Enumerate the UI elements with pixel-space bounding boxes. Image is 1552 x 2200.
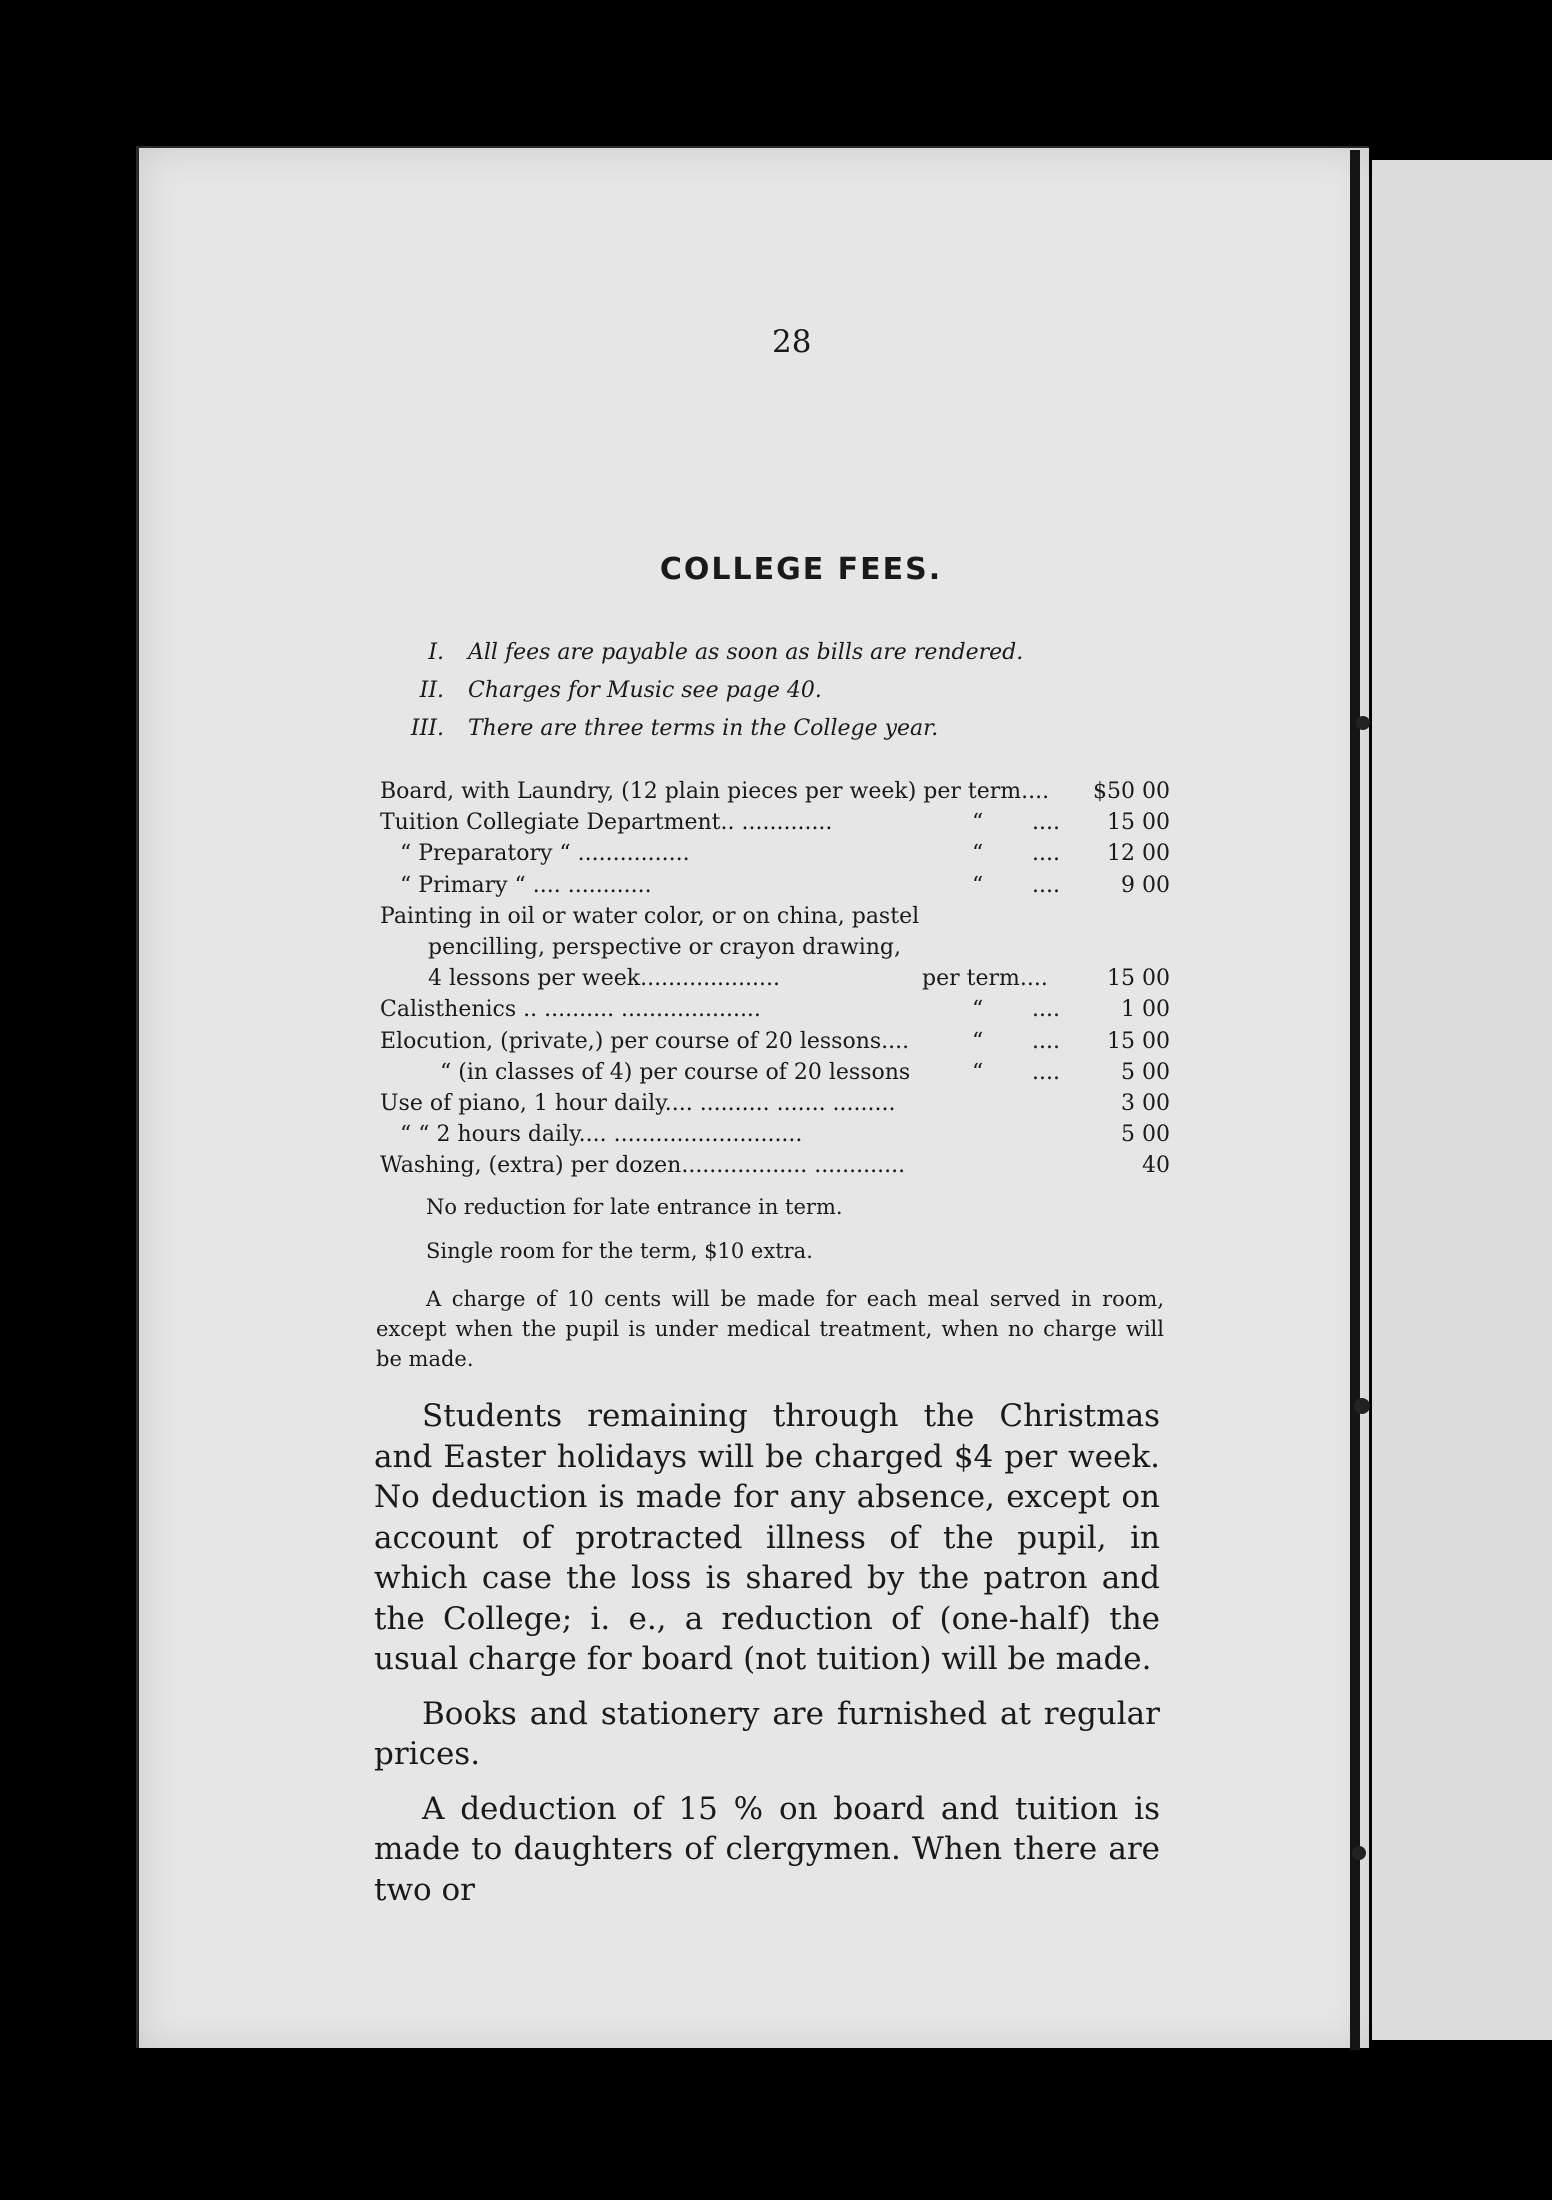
meal-charge-note: A charge of 10 cents will be made for each meal served in room, except when the pupil is under medical treatment, when no charge will be made. <box>376 1287 1164 1371</box>
ditto-mark: “ <box>972 872 984 898</box>
fee-amount: 15 00 <box>1107 966 1170 992</box>
fee-row <box>380 963 1170 994</box>
fee-amount: 15 00 <box>1107 1028 1170 1054</box>
fee-label: Painting in oil or water color, or on china, pastel <box>380 903 920 929</box>
leader-dots: .... <box>1032 841 1060 867</box>
leader-dots: .... <box>1032 1028 1060 1054</box>
fee-amount: 15 00 <box>1107 810 1170 836</box>
fee-term: per term.... <box>922 966 1048 992</box>
fee-table <box>380 776 1170 1181</box>
fee-label: Tuition Collegiate Department.. ............. <box>380 810 833 836</box>
ditto-mark: “ <box>972 1028 984 1054</box>
fee-row <box>380 1150 1170 1181</box>
binding-mark <box>1354 1398 1370 1414</box>
paragraph-deduction: A deduction of 15 % on board and tuition is made to daughters of clergymen. When there are two or <box>374 1790 1160 1908</box>
leader-dots: .... <box>1032 872 1060 898</box>
note-text: Charges for Music see page 40. <box>468 678 822 703</box>
fee-row <box>380 1057 1170 1088</box>
body-text <box>374 1396 1160 1924</box>
note-numeral: II. <box>419 678 444 703</box>
paragraph-books: Books and stationery are furnished at regular prices. <box>374 1695 1160 1772</box>
note-text: All fees are payable as soon as bills are rendered. <box>468 640 1024 665</box>
fee-row <box>380 807 1170 838</box>
ditto-mark: “ <box>972 810 984 836</box>
book-binding <box>1350 150 1360 2050</box>
facing-page-edge <box>1372 160 1552 2040</box>
fee-row <box>380 1026 1170 1057</box>
fee-row <box>380 932 1170 963</box>
fee-label: 4 lessons per week.................... <box>428 966 780 992</box>
note-numeral: III. <box>410 716 444 741</box>
fee-amount: 5 00 <box>1121 1122 1170 1148</box>
fee-row <box>380 870 1170 901</box>
fee-label: Use of piano, 1 hour daily.... .......... ....... ......... <box>380 1090 896 1116</box>
fee-row <box>380 994 1170 1025</box>
fee-amount: 3 00 <box>1121 1090 1170 1116</box>
note-numeral: I. <box>428 640 444 665</box>
fee-amount: $50 00 <box>1093 779 1170 804</box>
fee-row <box>380 838 1170 869</box>
binding-mark <box>1356 716 1370 730</box>
fee-label: “ Primary “ .... ............ <box>400 872 652 898</box>
note-text: There are three terms in the College year. <box>468 716 939 741</box>
leader-dots: .... <box>1032 1059 1060 1085</box>
fee-label: Washing, (extra) per dozen.................. ............. <box>380 1153 906 1179</box>
fee-label: pencilling, perspective or crayon drawing, <box>428 934 901 960</box>
ditto-mark: “ <box>972 997 984 1023</box>
remark-single-room: Single room for the term, $10 extra. <box>426 1239 813 1263</box>
paragraph-holidays: Students remaining through the Christmas and Easter holidays will be charged $4 per week. No deduction is made for any absence, except on account of protracted illness of the pupil, in which case the loss is shared by the patron and the College; i. e., a reduction of (one-half) the usual charge for board (not tuition) will be made. <box>374 1398 1160 1677</box>
fee-label: “ “ 2 hours daily.... ........................... <box>400 1122 803 1148</box>
fee-label: Board, with Laundry, (12 plain pieces per week) per term.... <box>380 779 1050 804</box>
fee-amount: 1 00 <box>1121 997 1170 1023</box>
fee-row <box>380 1088 1170 1119</box>
fee-label: “ Preparatory “ ................ <box>400 841 690 867</box>
fee-row <box>380 1119 1170 1150</box>
ditto-mark: “ <box>972 1059 984 1085</box>
page-title: COLLEGE FEES. <box>659 552 943 587</box>
fee-label: Calisthenics .. .......... .................... <box>380 997 761 1023</box>
leader-dots: .... <box>1032 810 1060 836</box>
ditto-mark: “ <box>972 841 984 867</box>
fee-amount: 40 <box>1142 1153 1170 1179</box>
fee-label: Elocution, (private,) per course of 20 lessons.... <box>380 1028 910 1054</box>
binding-mark <box>1352 1846 1366 1860</box>
fee-label: “ (in classes of 4) per course of 20 lessons <box>440 1059 911 1085</box>
remark-late-entrance: No reduction for late entrance in term. <box>426 1195 843 1219</box>
page-number: 28 <box>772 324 812 360</box>
fee-row <box>380 901 1170 932</box>
fee-amount: 12 00 <box>1107 841 1170 867</box>
fee-amount: 9 00 <box>1121 872 1170 898</box>
fee-row <box>380 776 1170 807</box>
leader-dots: .... <box>1032 997 1060 1023</box>
fee-amount: 5 00 <box>1121 1059 1170 1085</box>
